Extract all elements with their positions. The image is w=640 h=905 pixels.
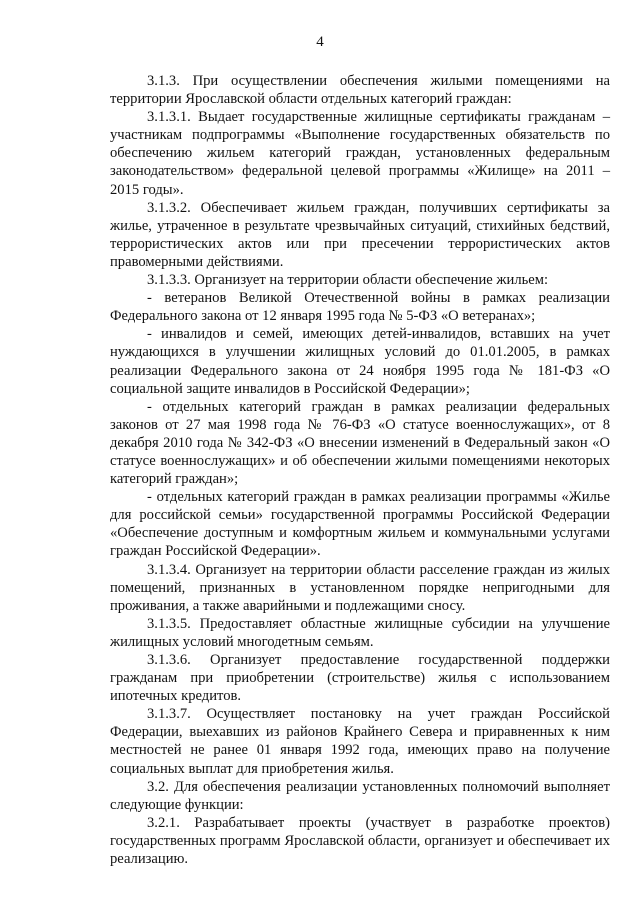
list-item-military: - отдельных категорий граждан в рамках реализации федеральных законов от 27 мая 1998 года № 76-ФЗ «О статусе военнослужащих», от 8 декабря 2010 года № 342-ФЗ «О внесении изменений в Федеральный закон «О статусе военнослужащих» и об обеспечении жилыми помещениями некоторых категорий граждан»; <box>110 398 610 488</box>
list-item-russian-family: - отдельных категорий граждан в рамках реализации программы «Жилье для российской семьи» государственной программы Российской Федерации «Обеспечение доступным и комфортным жильем и коммунальными услугами граждан Российской Федерации». <box>110 489 610 560</box>
paragraph-3-2-1: 3.2.1. Разрабатывает проекты (участвует в разработке проектов) государственных программ Ярославской области, организует и обеспечивает их реализацию. <box>110 814 610 868</box>
paragraph-3-1-3-6: 3.1.3.6. Организует предоставление государственной поддержки гражданам при приобретении (строительстве) жилья с использованием ипотечных кредитов. <box>110 652 610 705</box>
paragraph-3-2: 3.2. Для обеспечения реализации установленных полномочий выполняет следующие функции: <box>110 778 610 813</box>
paragraph-3-1-3-1: 3.1.3.1. Выдает государственные жилищные сертификаты гражданам – участникам подпрограммы «Выполнение государственных обязательств по обеспечению жильем категорий граждан, установленных федеральным законодательством» федеральной целевой программы «Жилище» на 2011 – 2015 годы». <box>110 109 610 198</box>
paragraph-3-1-3: 3.1.3. При осуществлении обеспечения жилыми помещениями на территории Ярославской области отдельных категорий граждан: <box>110 73 610 108</box>
paragraph-3-1-3-3: 3.1.3.3. Организует на территории области обеспечение жильем: <box>147 272 549 289</box>
paragraph-3-1-3-5: 3.1.3.5. Предоставляет областные жилищные субсидии на улучшение жилищных условий многодетным семьям. <box>110 615 610 650</box>
page-number: 4 <box>316 34 324 50</box>
paragraph-3-1-3-7: 3.1.3.7. Осуществляет постановку на учет граждан Российской Федерации, выехавших из районов Крайнего Севера и приравненных к ним местностей не ранее 01 января 1992 года, имеющих право на получение социальных выплат для приобретения жилья. <box>110 706 610 777</box>
document-body <box>110 72 610 868</box>
list-item-veterans: - ветеранов Великой Отечественной войны в рамках реализации Федерального закона от 12 января 1995 года № 5-ФЗ «О ветеранах»; <box>110 290 610 325</box>
list-item-disabled: - инвалидов и семей, имеющих детей-инвалидов, вставших на учет нуждающихся в улучшении жилищных условий до 01.01.2005, в рамках реализации Федерального закона от 24 ноября 1995 года № 181-ФЗ «О социальной защите инвалидов в Российской Федерации»; <box>110 326 610 397</box>
paragraph-3-1-3-2: 3.1.3.2. Обеспечивает жильем граждан, получивших сертификаты за жилье, утраченное в результате чрезвычайных ситуаций, стихийных бедствий, террористических актов или при пресечении террористических актов правомерными действиями. <box>110 199 610 270</box>
paragraph-3-1-3-4: 3.1.3.4. Организует на территории области расселение граждан из жилых помещений, признанных в установленном порядке непригодными для проживания, а также аварийными и подлежащими сносу. <box>110 561 610 614</box>
